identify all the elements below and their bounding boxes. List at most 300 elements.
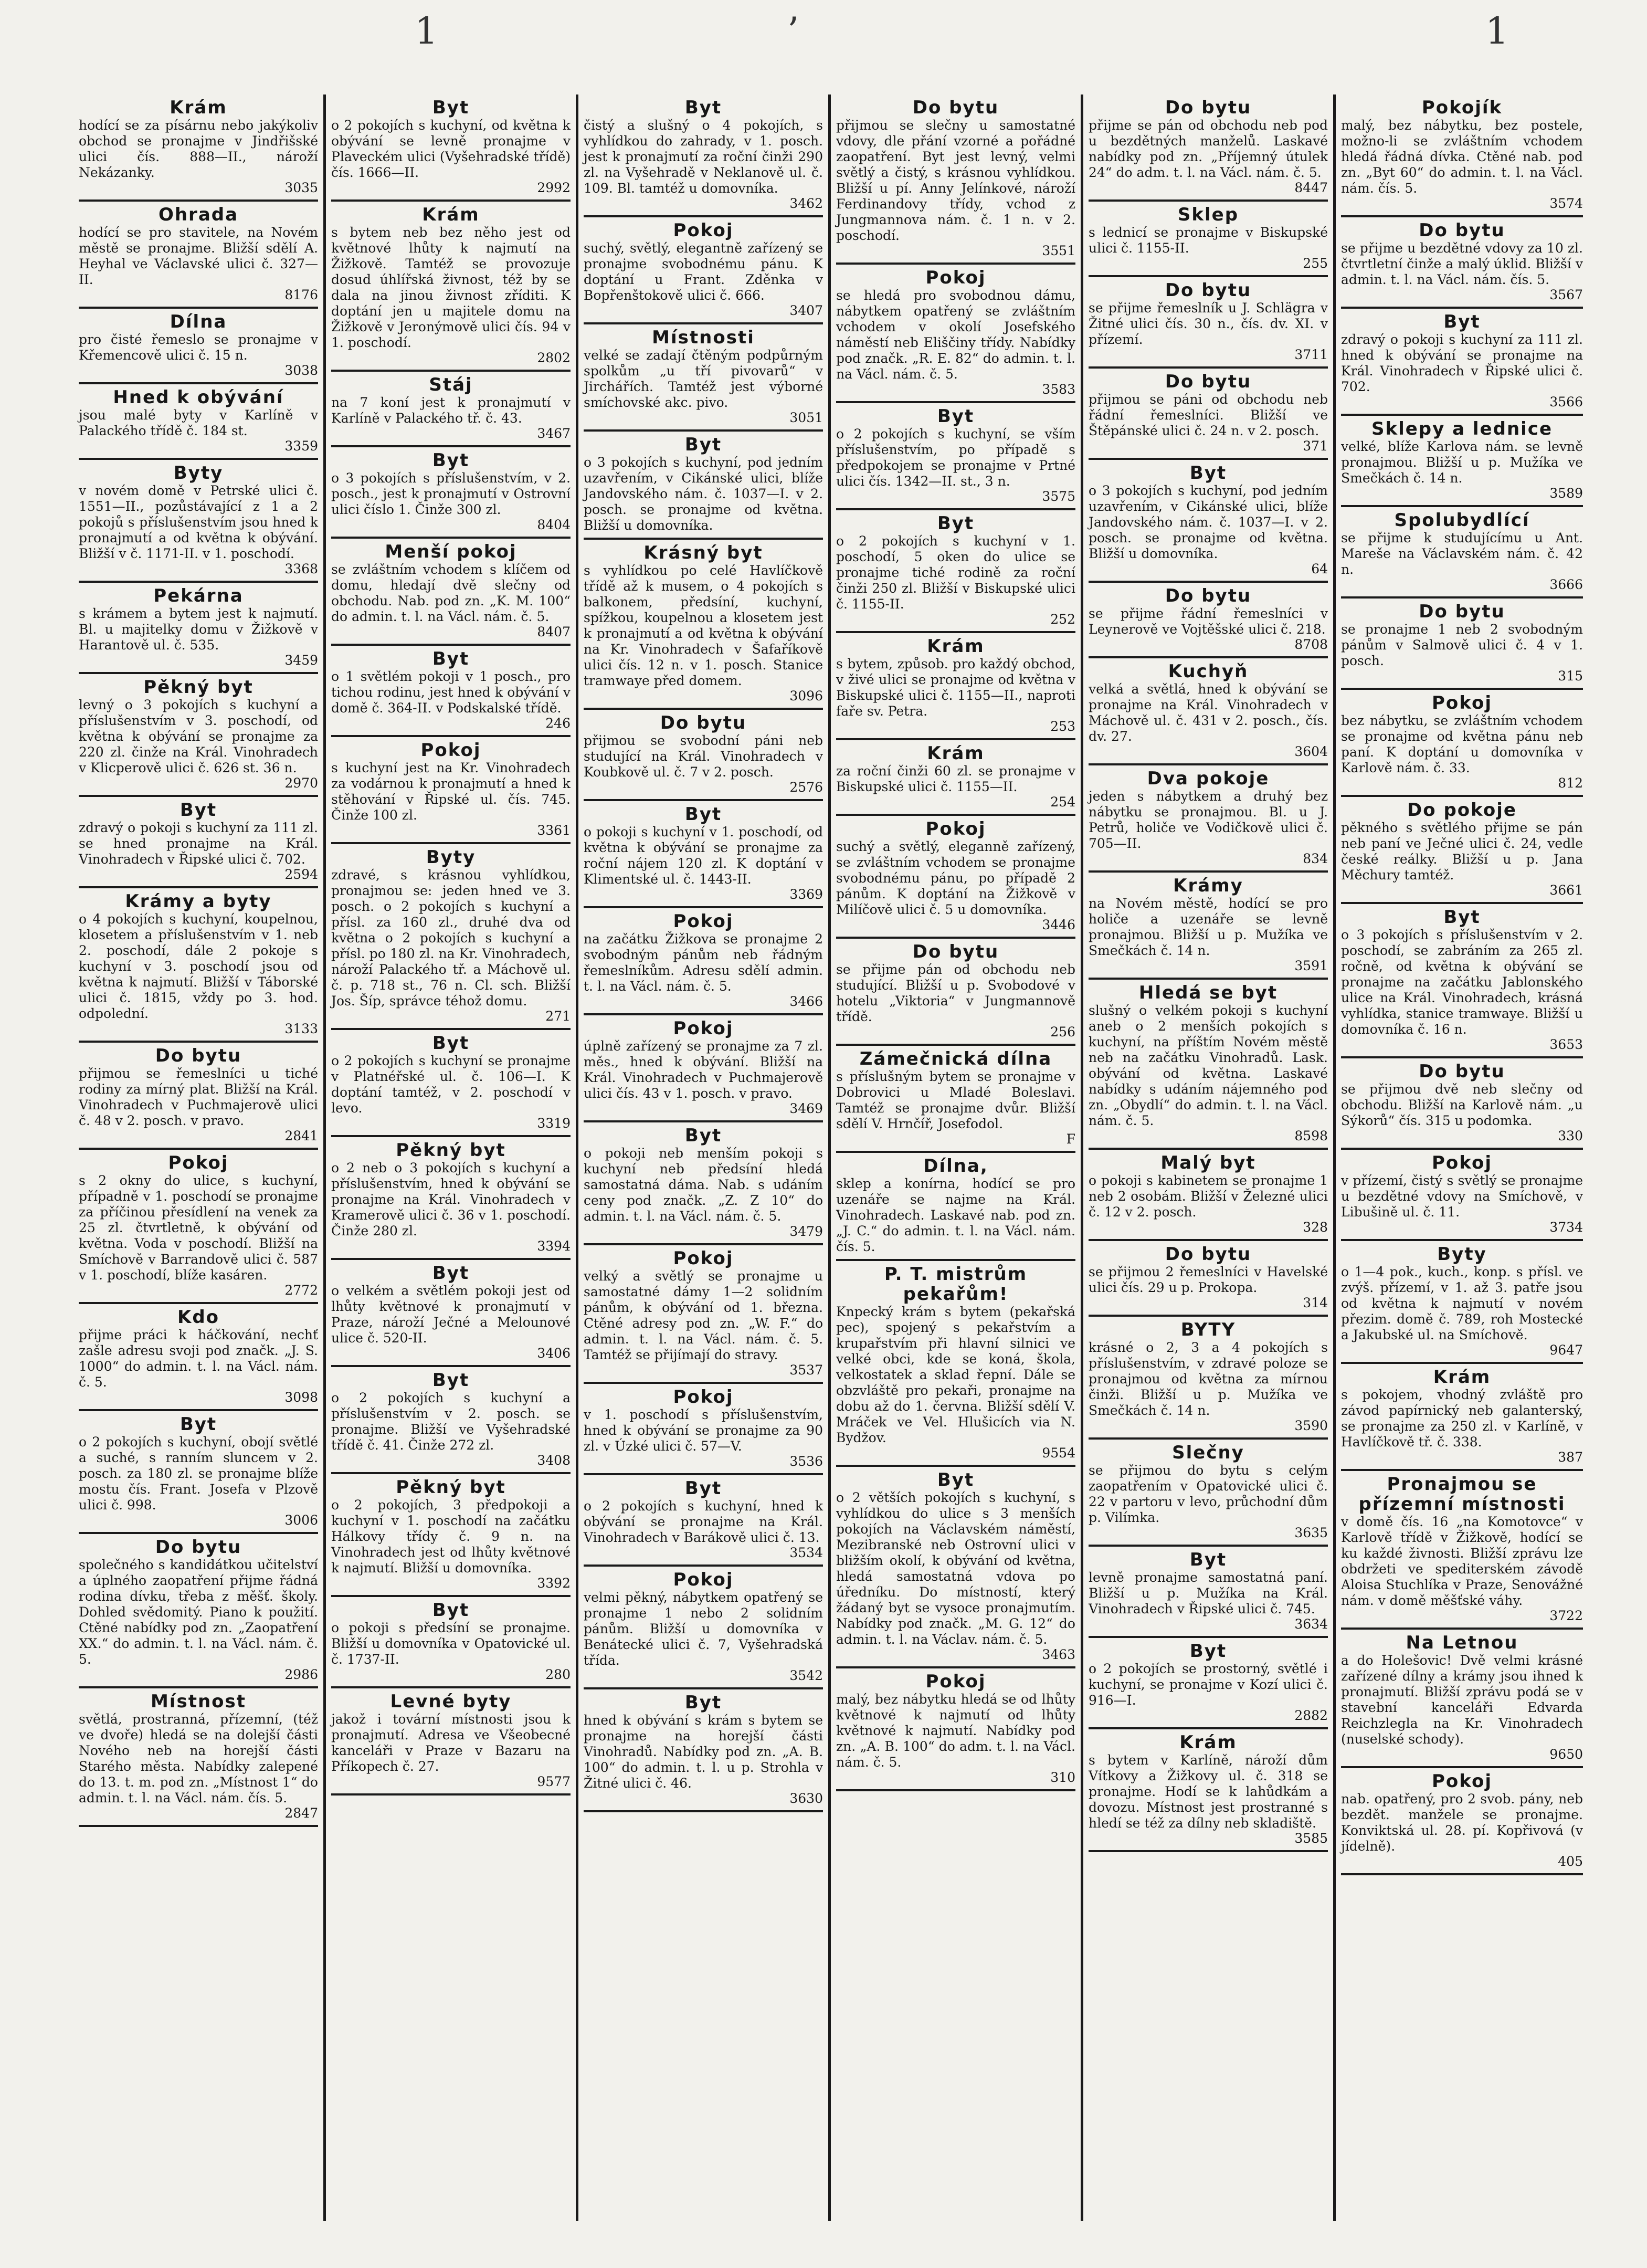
ad-title: Pokoj	[673, 1387, 734, 1408]
ad-body: pěkného s světlého přijme se pán neb paní ve Ječné ulici č. 24, vedle české reálky. Bližší u p. Jana Měchury tamtéž.	[1341, 820, 1583, 883]
ad-number: 3463	[1042, 1647, 1075, 1662]
ad-title: Byt	[684, 97, 722, 118]
ad-body: přijme se pán od obchodu neb pod u bezdětných manželů. Laskavé nabídky pod zn. „Příjemný útulek 24“ do adm. t. l. na Václ. nám. č. 5.	[1089, 118, 1328, 180]
classified-ad	[1089, 277, 1328, 369]
ad-title: Byt	[1443, 311, 1481, 332]
ad-title: Byt	[1443, 907, 1481, 928]
ad-body: malý, bez nábytku hledá se od lhůty květnové k najmutí od lhůty květnové k najmutí. Nabídky pod zn. „A. B. 100“ do adm. t. l. na Václ. nám. č. 5.	[836, 1692, 1075, 1770]
ad-title: Krám	[927, 636, 985, 657]
ad-number: 271	[545, 1009, 571, 1024]
ad-number: 3408	[537, 1453, 571, 1468]
classified-ad	[584, 801, 823, 908]
ad-number: 3035	[284, 180, 318, 195]
ad-title: Krásný byt	[643, 542, 763, 563]
ad-body: v domě čís. 16 „na Komotovce“ v Karlově třídě v Žižkově, hodící se ku každé živnosti. Bližší zprávu lze obdržeti ve spediterském závodě Aloisa Stuchlíka v Praze, Senovážné nám. v domě měšťské váhy.	[1341, 1514, 1583, 1608]
ad-number: 2882	[1294, 1708, 1328, 1723]
ad-number: 2594	[284, 867, 318, 882]
ad-title: Byt	[684, 804, 722, 825]
column-6	[1336, 94, 1588, 2221]
ad-body: o 1 světlém pokoji v 1 posch., pro tichou rodinu, jest hned k obývání v domě č. 364-II. v Podskalské třídě.	[331, 669, 571, 716]
ad-title: Krám	[1179, 1732, 1237, 1753]
ad-number: 3466	[789, 994, 823, 1009]
ad-body: nab. opatřený, pro 2 svob. pány, neb bezdět. manžele se pronajme. Konviktská ul. 28. pí. Kopřivová (v jídelně).	[1341, 1791, 1583, 1854]
ad-number: 371	[1303, 438, 1328, 454]
classified-ad	[1089, 1241, 1328, 1317]
ad-body: světlá, prostranná, přízemní, (též ve dvoře) hledá se na dolejší části Nového neb na horejší části Starého města. Nabídky zalepené do 13. t. m. pod zn. „Místnost 1“ do admin. t. l. na Václ. nám. čís. 5.	[79, 1712, 318, 1805]
column-2	[326, 94, 578, 2221]
ad-title: Byt	[432, 97, 470, 118]
ad-title: Dílna	[170, 311, 227, 332]
classified-ad	[331, 844, 571, 1030]
ad-number: 252	[1050, 612, 1075, 627]
ad-number: 330	[1558, 1128, 1583, 1143]
classified-ad	[331, 1260, 571, 1367]
ad-number: 3537	[789, 1362, 823, 1378]
ad-number: 3368	[284, 561, 318, 576]
ad-title: Pokoj	[673, 1248, 734, 1269]
ad-title: P. T. mistrům pekařům!	[884, 1264, 1028, 1305]
ad-title: BYTY	[1180, 1319, 1236, 1340]
classified-ad	[1089, 658, 1328, 765]
ad-number: 64	[1311, 561, 1328, 576]
ad-body: hodící se za písárnu nebo jakýkoliv obchod se pronajme v Jindřišské ulici čís. 888—II., nároží Nekázanky.	[79, 118, 318, 180]
top-mark-1: 1	[415, 9, 438, 52]
ad-body: o 2 pokojích s kuchyní, se vším příslušenstvím, po případě s předpokojem se pronajme v Prtné ulici čís. 1342—II. st., 3 n.	[836, 426, 1075, 489]
classified-columns	[73, 94, 1590, 2221]
ad-title: Pekárna	[153, 585, 244, 606]
classified-ad	[1089, 94, 1328, 202]
ad-number: 9577	[537, 1774, 571, 1789]
classified-ad	[1341, 507, 1583, 598]
ad-title: Pokojík	[1421, 97, 1503, 118]
ad-title: Ohrada	[158, 204, 239, 225]
ad-number: 3407	[789, 303, 823, 318]
ad-number: 2576	[789, 780, 823, 795]
classified-ad	[1341, 904, 1583, 1058]
classified-ad	[79, 1150, 318, 1304]
classified-ad	[331, 1030, 571, 1137]
classified-ad	[584, 1245, 823, 1384]
ad-number: 8447	[1294, 180, 1328, 195]
classified-ad	[331, 372, 571, 447]
ad-body: suchý a světlý, eleganně zařízený, se zvláštním vchodem se pronajme svobodnému pánu, po případě 2 pánům. K doptání na Žižkově v Milíčově ulici č. 5 u domovníka.	[836, 839, 1075, 917]
ad-title: Byt	[432, 1370, 470, 1391]
column-5	[1083, 94, 1336, 2221]
classified-ad	[1341, 598, 1583, 690]
classified-ad	[331, 1688, 571, 1796]
ad-number: 310	[1050, 1770, 1075, 1785]
ad-body: levný o 3 pokojích s kuchyní a příslušenstvím v 3. poschodí, od května k obývání se pronajme za 220 zl. činže na Král. Vinohradech v Klicperově ulici č. 626 st. 36 n.	[79, 697, 318, 775]
classified-ad	[79, 94, 318, 202]
ad-title: Na Letnou	[1406, 1632, 1518, 1653]
classified-ad	[1341, 309, 1583, 416]
ad-body: se přijmou do bytu s celým zaopatřením v Opatovické ulici č. 22 v partoru v levo, průchodní dům p. Vilímka.	[1089, 1463, 1328, 1525]
ad-body: jakož i tovární místnosti jsou k pronajmutí. Adresa ve Všeobecné kanceláři v Praze v Bazaru na Příkopech č. 27.	[331, 1712, 571, 1774]
ad-body: suchý, světlý, elegantně zařízený se pronajme svobodnému pánu. K doptání u Frant. Zděnka v Bopřenštokově ulici č. 666.	[584, 240, 823, 303]
ad-number: 8404	[537, 517, 571, 532]
ad-title: Byt	[684, 1478, 722, 1499]
ad-body: přijme práci k háčkování, nechť zašle adresu svoji pod značk. „J. S. 1000“ do admin. t. l. na Václ. nám. č. 5.	[79, 1327, 318, 1390]
column-4	[831, 94, 1083, 2221]
ad-title: Místnosti	[652, 327, 755, 348]
ad-number: 3459	[284, 653, 318, 668]
ad-number: 3359	[284, 438, 318, 454]
ad-title: Byt	[684, 434, 722, 455]
ad-title: Do bytu	[660, 712, 747, 733]
ad-title: Krám	[422, 204, 480, 225]
ad-title: Do bytu	[1419, 601, 1505, 622]
ad-body: levně pronajme samostatná paní. Bližší u p. Mužíka na Král. Vinohradech v Řipské ulici č. 745.	[1089, 1570, 1328, 1616]
ad-title: Do bytu	[912, 941, 999, 962]
classified-ad	[584, 1689, 823, 1812]
ad-title: Byt	[937, 513, 975, 534]
ad-body: s krámem a bytem jest k najmutí. Bl. u majitelky domu v Žižkově v Harantově ul. č. 535.	[79, 606, 318, 653]
ad-title: Do pokoje	[1407, 800, 1517, 821]
ad-body: sklep a konírna, hodící se pro uzenáře se najme na Král. Vinohradech. Laskavé nab. pod zn. „J. C.“ do admin. t. l. na Václ. nám. čís. 5.	[836, 1176, 1075, 1254]
classified-ad	[584, 908, 823, 1015]
ad-body: na Novém městě, hodící se pro holiče a uzenáře se levně pronajmou. Bližší u p. Mužíka ve Smečkách č. 14 n.	[1089, 896, 1328, 958]
ad-title: Do bytu	[912, 97, 999, 118]
ad-title: Do bytu	[1165, 280, 1252, 301]
classified-ad	[79, 202, 318, 309]
ad-title: Byt	[432, 450, 470, 471]
ad-body: se přijme řádní řemeslníci v Leynerově ve Vojtěšské ulici č. 218.	[1089, 606, 1328, 637]
ad-title: Do bytu	[1419, 1061, 1505, 1082]
ad-body: o 3 pokojích s kuchyní, pod jedním uzavřením, v Cikánské ulici, blíže Jandovského nám. č. 1037—I. v 2. posch. se pronajme od května. Bližší u domovníka.	[584, 455, 823, 533]
ad-number: 3098	[284, 1390, 318, 1405]
ad-number: 3467	[537, 426, 571, 441]
ad-title: Pěkný byt	[143, 677, 254, 698]
ad-body: společného s kandidátkou učitelství a úplného zaopatření přijme řádná rodina dívku, třeba z měšť. školy. Dohled svědomitý. Piano k použití. Ctěné nabídky pod zn. „Zaopatření XX.“ do admin. t. l. na Václ. nám. č. 5.	[79, 1557, 318, 1667]
ad-body: Knpecký krám s bytem (pekařská pec), spojený s pekařstvím a krupařstvím při hlavní silnici ve velké obci, kde se koná, škola, velkostatek a sklad řepní. Dále se obzvláště pro pekaři, pronajme na dobu až do 1. června. Bližší sdělí V. Mráček ve Vel. Hlušicích via N. Bydžov.	[836, 1304, 1075, 1445]
ad-body: přijmou se řemeslníci u tiché rodiny za mírný plat. Bližší na Král. Vinohradech v Puchmajerově ulici č. 48 v 2. posch. v pravo.	[79, 1066, 318, 1128]
ad-title: Byty	[173, 463, 224, 484]
ad-number: 3604	[1294, 744, 1328, 759]
ad-body: o 2 pokojích s kuchyní, hned k obývání se pronajme na Král. Vinohradech v Barákově ulici č. 13.	[584, 1498, 823, 1545]
ad-title: Pokoj	[673, 220, 734, 241]
ad-number: 246	[545, 716, 571, 731]
ad-title: Pokoj	[168, 1152, 229, 1173]
classified-ad	[1341, 1241, 1583, 1364]
classified-ad	[584, 1475, 823, 1567]
ad-body: o 3 pokojích s příslušenstvím v 2. poschodí, se zabráním za 265 zl. ročně, od května k obývání se pronajme na začátku Jablonského ulice na Král. Vinohradech, krásná vyhlídka, stanice tramwaye. Bližší u domovníka č. 16 n.	[1341, 927, 1583, 1037]
ad-title: Kuchyň	[1168, 661, 1249, 682]
ad-title: Byt	[1189, 1641, 1227, 1662]
ad-body: hned k obývání s krám s bytem se pronajme na horejší části Vinohradů. Nabídky pod zn. „A. B. 100“ do admin. t. l. u p. Strohla v Žitné ulici č. 46.	[584, 1713, 823, 1791]
ad-title: Byt	[180, 1414, 217, 1435]
ad-body: o 2 pokojích s kuchyní, obojí světlé a suché, s ranním sluncem v 2. posch. za 180 zl. se pronajme blíže mostu čís. Frant. Josefa v Plzově ulici č. 998.	[79, 1434, 318, 1513]
ad-body: jsou malé byty v Karlíně v Palackého třídě č. 184 st.	[79, 407, 318, 438]
ad-title: Byt	[1189, 463, 1227, 484]
ad-number: 2802	[537, 350, 571, 365]
ad-number: 255	[1303, 256, 1328, 271]
ad-number: 3666	[1549, 577, 1583, 592]
ad-number: 3630	[789, 1791, 823, 1806]
ad-number: 3590	[1294, 1418, 1328, 1433]
ad-title: Pokoj	[673, 1569, 734, 1590]
ad-number: 256	[1050, 1024, 1075, 1040]
classified-ad	[331, 447, 571, 539]
ad-number: 3394	[537, 1238, 571, 1254]
ad-title: Byt	[432, 1600, 470, 1621]
ad-body: s bytem v Karlíně, nároží dům Vítkovy a Žižkovy ul. č. 318 se pronajme. Hodí se k lahůdkám a dovozu. Místnost jest prostranné s hledí se též za dílny neb skladiště.	[1089, 1752, 1328, 1831]
ad-number: 3574	[1549, 196, 1583, 211]
ad-number: 3722	[1549, 1608, 1583, 1623]
ad-number: 315	[1558, 668, 1583, 684]
ad-title: Zámečnická dílna	[859, 1048, 1052, 1069]
ad-body: zdravý o pokoji s kuchyní za 111 zl. se hned pronajme na Král. Vinohradech v Řipské ulici č. 702.	[79, 820, 318, 867]
ad-number: 3462	[789, 196, 823, 211]
ad-body: velké se zadají čtěným podpůrným spolkům „u tří pivovarů“ v Jirchářích. Tamtéž jest výborné smíchovské akc. pivo.	[584, 348, 823, 410]
ad-number: 8407	[537, 624, 571, 639]
classified-ad	[79, 797, 318, 888]
classified-ad	[79, 583, 318, 674]
ad-title: Do bytu	[155, 1537, 242, 1558]
classified-ad	[1089, 765, 1328, 873]
ad-number: 812	[1558, 775, 1583, 791]
ad-body: o 2 pokojích, 3 předpokoji a kuchyní v 1. poschodí na začátku Hálkovy třídy č. 9 n. na Vinohradech jest od lhůty květnové k najmutí. Bližší u domovníka.	[331, 1497, 571, 1576]
ad-body: s bytem, způsob. pro každý obchod, v živé ulici se pronajme od května v Biskupské ulici č. 1155—II., naproti faře sv. Petra.	[836, 656, 1075, 719]
ad-body: velká a světlá, hned k obývání se pronajme na Král. Vinohradech v Máchově ul. č. 431 v 2. posch., čís. dv. 27.	[1089, 681, 1328, 744]
classified-ad	[1341, 1630, 1583, 1768]
ad-title: Kdo	[177, 1307, 220, 1328]
ad-title: Dva pokoje	[1147, 768, 1270, 789]
ad-number: 3634	[1294, 1616, 1328, 1632]
ad-title: Byt	[937, 406, 975, 427]
ad-body: úplně zařízený se pronajme za 7 zl. měs., hned k obývání. Bližší na Král. Vinohradech v Puchmajerově ulici čís. 43 v 1. posch. v pravo.	[584, 1038, 823, 1101]
ad-number: 3591	[1294, 958, 1328, 973]
classified-ad	[836, 1261, 1075, 1467]
ad-body: o pokoji neb menším pokoji s kuchyní neb předsíní hledá samostatná dáma. Nab. s udáním ceny pod značk. „Z. Z 10“ do admin. t. l. na Václ. nám. č. 5.	[584, 1146, 823, 1224]
ad-number: 3534	[789, 1545, 823, 1560]
ad-title: Pěkný byt	[396, 1140, 506, 1161]
ad-number: 3469	[789, 1101, 823, 1116]
ad-body: zdravé, s krásnou vyhlídkou, pronajmou se: jeden hned ve 3. posch. o 2 pokojích s kuchyní a přísl. za 160 zl., druhé dva od května o 2 pokojích s kuchyní a přísl. po 180 zl. na Kr. Vinohradech, nároží Palackého tř. a Máchově ul. č. p. 718 st., 76 n. Cl. sch. Bližší Jos. Šíp, správce téhož domu.	[331, 867, 571, 1009]
ad-body: v novém domě v Petrské ulici č. 1551—II., pozůstávající z 1 a 2 pokojů s příslušenstvím jsou hned k pronajmutí a od května k obývání. Bližší v č. 1171-II. v 1. poschodí.	[79, 483, 318, 561]
ad-body: čistý a slušný o 4 pokojích, s vyhlídkou do zahrady, v 1. posch. jest k pronajmutí za roční činži 290 zl. na Vyšehradě v Neklanově ul. č. 109. Bl. tamtéž u domovníka.	[584, 118, 823, 196]
classified-ad	[79, 888, 318, 1043]
ad-title: Malý byt	[1160, 1152, 1256, 1173]
ad-number: 3369	[789, 887, 823, 902]
ad-number: 3133	[284, 1021, 318, 1036]
classified-ad	[836, 1046, 1075, 1153]
ad-body: krásné o 2, 3 a 4 pokojích s příslušenstvím, v zdravé poloze se pronajmou od května za mírnou činži. Bližší u p. Mužíka ve Smečkách č. 14 n.	[1089, 1340, 1328, 1418]
ad-number: 3583	[1042, 382, 1075, 397]
classified-ad	[331, 737, 571, 844]
top-mark-3: 1	[1485, 9, 1509, 52]
classified-ad	[836, 403, 1075, 510]
ad-title: Pokoj	[925, 1671, 986, 1692]
ad-number: 253	[1050, 719, 1075, 734]
ad-number: 3361	[537, 823, 571, 838]
classified-ad	[836, 633, 1075, 740]
ad-number: 3536	[789, 1454, 823, 1469]
ad-number: 3566	[1549, 394, 1583, 410]
ad-number: 2992	[537, 180, 571, 195]
ad-body: o pokoji s předsíní se pronajme. Bližší u domovníka v Opatovické ul. č. 1737-II.	[331, 1620, 571, 1667]
ad-body: o 2 pokojích s kuchyní a příslušenstvím v 2. posch. se pronajme. Bližší ve Vyšehradské třídě č. 41. Činže 272 zl.	[331, 1390, 571, 1453]
ad-number: 3479	[789, 1224, 823, 1239]
classified-ad	[1341, 1364, 1583, 1471]
ad-title: Pěkný byt	[396, 1477, 506, 1498]
ad-number: 2970	[284, 775, 318, 791]
ad-title: Pokoj	[1432, 692, 1492, 713]
ad-body: jeden s nábytkem a druhý bez nábytku se pronajmou. Bl. u J. Petrů, holiče ve Vodičkově ulici č. 705—II.	[1089, 789, 1328, 851]
ad-number: 280	[545, 1667, 571, 1682]
classified-ad	[79, 1534, 318, 1688]
page-top-marks	[0, 0, 1647, 58]
ad-body: se přijme pán od obchodu neb studující. Bližší u p. Svobodové v hotelu „Viktoria“ v Jungmannově třídě.	[836, 962, 1075, 1024]
ad-title: Krámy	[1173, 875, 1243, 896]
classified-ad	[1341, 416, 1583, 507]
classified-ad	[1341, 1150, 1583, 1241]
classified-ad	[1089, 460, 1328, 583]
classified-ad	[584, 1567, 823, 1689]
ad-title: Sklep	[1177, 204, 1239, 225]
classified-ad	[79, 1304, 318, 1411]
ad-body: o 2 větších pokojích s kuchyní, s vyhlídkou do ulice s 3 menších pokojích na Václavském náměstí, Mezibranské neb Ostrovní ulici v bližším okolí, k obývání od května, hledá samostatná vdova po úředníku. Do místností, který žádaný byt se vysoce pronajmutím. Nabídky pod značk. „M. G. 12“ do admin. t. l. na Václav. nám. č. 5.	[836, 1490, 1075, 1647]
ad-body: se přijmou dvě neb slečny od obchodu. Bližší na Karlově nám. „u Sýkorů“ čís. 315 u podomka.	[1341, 1082, 1583, 1128]
ad-number: 9650	[1549, 1747, 1583, 1762]
ad-body: přijmou se páni od obchodu neb řádní řemeslníci. Bližší ve Štěpánské ulici č. 24 n. v 2. posch.	[1089, 392, 1328, 438]
ad-body: velký a světlý se pronajme u samostatné dámy 1—2 solidním pánům, k obývání od 1. března. Ctěné adresy pod zn. „W. F.“ do admin. t. l. na Václ. nám. č. 5. Tamtéž se přijímají do stravy.	[584, 1268, 823, 1362]
ad-body: o pokoji s kuchyní v 1. poschodí, od května k obývání se pronajme za roční nájem 120 zl. K doptání v Klimentské ul. č. 1443-II.	[584, 824, 823, 887]
ad-number: 8176	[284, 287, 318, 302]
ad-number: 3585	[1294, 1831, 1328, 1846]
classified-ad	[1089, 980, 1328, 1150]
ad-number: 3446	[1042, 917, 1075, 932]
classified-ad	[836, 510, 1075, 633]
ad-body: hodící se pro stavitele, na Novém městě se pronajme. Bližší sdělí A. Heyhal ve Václavské ulici č. 327—II.	[79, 225, 318, 287]
ad-title: Pokoj	[1432, 1152, 1492, 1173]
classified-ad	[836, 94, 1075, 265]
ad-body: o 2 pokojích s kuchyní se pronajme v Platnéřské ul. č. 106—I. K doptání tamtéž, v 2. poschodí v levo.	[331, 1053, 571, 1116]
ad-number: 314	[1303, 1295, 1328, 1310]
classified-ad	[584, 94, 823, 217]
ad-title: Pokoj	[925, 267, 986, 288]
ad-title: Byt	[684, 1692, 722, 1713]
ad-body: se přijme u bezdětné vdovy za 10 zl. čtvrtletní činže a malý úklid. Bližší v admin. t. l. na Václ. nám. čís. 5.	[1341, 240, 1583, 287]
ad-title: Do bytu	[155, 1045, 242, 1066]
classified-ad	[331, 646, 571, 737]
ad-body: a do Holešovic! Dvě velmi krásné zařízené dílny a krámy jsou ihned k pronajmutí. Bližší zprávu podá se v stavební kanceláři Edvarda Reichzlegla na Kr. Vinohradech (nuselské schody).	[1341, 1653, 1583, 1747]
ad-number: 3575	[1042, 489, 1075, 504]
ad-body: na začátku Žižkova se pronajme 2 svobodným pánům neb řádným řemeslníkům. Adresu sdělí admin. t. l. na Václ. nám. č. 5.	[584, 931, 823, 994]
ad-body: na 7 koní jest k pronajmutí v Karlíně v Palackého tř. č. 43.	[331, 395, 571, 426]
ad-number: F	[1066, 1131, 1075, 1147]
classified-ad	[584, 540, 823, 710]
ad-title: Do bytu	[1419, 220, 1505, 241]
classified-ad	[584, 710, 823, 801]
classified-ad	[584, 1122, 823, 1245]
ad-body: s bytem neb bez něho jest od květnové lhůty k najmutí na Žižkově. Tamtéž se provozuje dosud úhlířská živnost, též by se dala na jinou živnost zříditi. K doptání jen u majitele domu na Žižkově v Jeronýmově ulici čís. 94 v 1. poschodí.	[331, 225, 571, 350]
ad-title: Byt	[432, 1263, 470, 1284]
ad-title: Byty	[426, 847, 476, 868]
ad-body: se přijme řemeslník u J. Schlägra v Žitné ulici čís. 30 n., čís. dv. XI. v přízemí.	[1089, 300, 1328, 347]
ad-body: přijmou se slečny u samostatné vdovy, dle přání vzorné a pořádné zaopatření. Byt jest levný, velmi světlý a čistý, s krásnou vyhlídkou. Bližší u pí. Anny Jelínkové, nároží Ferdinandovy třídy, vchod z Jungmannova nám. č. 1 n. v 2. poschodí.	[836, 118, 1075, 243]
ad-title: Dílna,	[923, 1156, 988, 1177]
ad-title: Byt	[432, 1033, 470, 1054]
ad-number: 3406	[537, 1346, 571, 1361]
ad-number: 3006	[284, 1513, 318, 1528]
ad-number: 9554	[1042, 1445, 1075, 1461]
ad-number: 2847	[284, 1805, 318, 1821]
ad-title: Byt	[684, 1125, 722, 1146]
ad-body: bez nábytku, se zvláštním vchodem se pronajme od května pánu neb paní. K doptání u domovníka v Karlově nám. č. 33.	[1341, 713, 1583, 775]
classified-ad	[79, 309, 318, 384]
ad-body: slušný o velkém pokoji s kuchyní aneb o 2 menších pokojích s kuchyní, na příštím Novém městě neb na začátku Vinohradů. Lask. obývání od května. Laskavé nabídky s udáním nájemného pod zn. „Obydlí“ do admin. t. l. na Václ. nám. č. 5.	[1089, 1003, 1328, 1128]
ad-title: Hledá se byt	[1138, 982, 1278, 1003]
ad-body: o 1—4 pok., kuch., konp. s přísl. ve zvýš. přízemí, v 1. až 3. patře jsou od května k najmutí v novém přezim. domě č. 789, roh Mostecké a Jakubské ul. na Smíchově.	[1341, 1264, 1583, 1342]
classified-ad	[836, 1467, 1075, 1668]
ad-title: Byt	[1189, 1549, 1227, 1570]
ad-title: Krám	[927, 743, 985, 764]
ad-body: v přízemí, čistý s světlý se pronajme u bezdětné vdovy na Smíchově, v Libušině ul. č. 11.	[1341, 1173, 1583, 1220]
classified-ad	[331, 1597, 571, 1688]
ad-body: pro čisté řemeslo se pronajme v Křemencově ulici č. 15 n.	[79, 332, 318, 363]
classified-ad	[836, 1153, 1075, 1261]
ad-body: o 2 pokojích se prostorný, světlé i kuchyní, se pronajme v Kozí ulici č. 916—I.	[1089, 1661, 1328, 1708]
ad-number: 254	[1050, 794, 1075, 810]
classified-ad	[584, 324, 823, 432]
classified-ad	[1089, 1638, 1328, 1729]
ad-body: se zvláštním vchodem s klíčem od domu, hledají dvě slečny od obchodu. Nab. pod zn. „K. M. 100“ do admin. t. l. na Václ. nám. č. 5.	[331, 562, 571, 624]
ad-body: o 2 pokojích s kuchyní v 1. poschodí, 5 oken do ulice se pronajme tiché rodině za roční činži 250 zl. Bližší v Biskupské ulici č. 1155-II.	[836, 533, 1075, 612]
ad-body: se přijmou 2 řemeslníci v Havelské ulici čís. 29 u p. Prokopa.	[1089, 1264, 1328, 1295]
ad-body: o 4 pokojích s kuchyní, koupelnou, klosetem a příslušenstvím v 1. neb 2. poschodí, dále 2 pokoje s kuchyní v 3. poschodí jsou od května k najmutí. Bližší v Táborské ulici č. 1815, vždy po 3. hod. odpolední.	[79, 911, 318, 1021]
classified-ad	[79, 1411, 318, 1534]
ad-title: Stáj	[429, 374, 473, 395]
ad-body: se hledá pro svobodnou dámu, nábytkem opatřený se zvláštním vchodem v okolí Josefského náměstí neb Eliščiny třídy. Nabídky pod značk. „R. E. 82“ do admin. t. l. na Václ. nám. č. 5.	[836, 288, 1075, 382]
classified-ad	[836, 740, 1075, 816]
ad-title: Menší pokoj	[385, 541, 517, 562]
ad-number: 834	[1303, 851, 1328, 866]
ad-body: velké, blíže Karlova nám. se levně pronajmou. Bližší u p. Mužíka ve Smečkách č. 14 n.	[1341, 439, 1583, 486]
ad-title: Pokoj	[925, 818, 986, 839]
classified-ad	[79, 674, 318, 797]
ad-number: 3589	[1549, 486, 1583, 501]
ad-number: 3734	[1549, 1220, 1583, 1235]
classified-ad	[1341, 217, 1583, 309]
classified-ad	[1341, 1768, 1583, 1875]
ad-number: 3392	[537, 1576, 571, 1591]
ad-body: s vyhlídkou po celé Havlíčkově třídě až k musem, o 4 pokojích s balkonem, předsíní, kuchyní, spížkou, koupelnou a klosetem jest k pronajmutí a od května k obývání na Kr. Vinohradech v Šafaříkově ulici čís. 12 n. v 1. posch. Stanice tramwaye před domem.	[584, 563, 823, 688]
classified-ad	[836, 939, 1075, 1046]
classified-ad	[1089, 1440, 1328, 1547]
ad-title: Místnost	[150, 1691, 247, 1712]
ad-body: se přijme k studujícímu u Ant. Mareše na Václavském nám. č. 42 n.	[1341, 530, 1583, 577]
ad-body: velmi pěkný, nábytkem opatřený se pronajme 1 nebo 2 solidním pánům. Bližší u domovníka v Benátecké ulici č. 7, Vyšehradská třída.	[584, 1590, 823, 1668]
classified-ad	[1089, 369, 1328, 460]
classified-ad	[836, 265, 1075, 403]
classified-ad	[79, 384, 318, 460]
ad-title: Krám	[170, 97, 227, 118]
ad-number: 8708	[1294, 637, 1328, 652]
ad-number: 8598	[1294, 1128, 1328, 1143]
ad-number: 405	[1558, 1854, 1583, 1869]
classified-ad	[1089, 1729, 1328, 1852]
ad-title: Sklepy a lednice	[1371, 418, 1553, 439]
classified-ad	[1089, 1547, 1328, 1638]
classified-ad	[79, 1043, 318, 1150]
ad-number: 2841	[284, 1128, 318, 1143]
ad-body: o pokoji s kabinetem se pronajme 1 neb 2 osobám. Bližší v Železné ulici č. 12 v 2. posch.	[1089, 1173, 1328, 1220]
classified-ad	[1089, 583, 1328, 658]
classified-ad	[584, 217, 823, 324]
ad-title: Do bytu	[1165, 585, 1252, 606]
ad-title: Slečny	[1172, 1442, 1244, 1463]
ad-body: o 3 pokojích s příslušenstvím, v 2. posch., jest k pronajmutí v Ostrovní ulici číslo 1. Činže 300 zl.	[331, 470, 571, 517]
